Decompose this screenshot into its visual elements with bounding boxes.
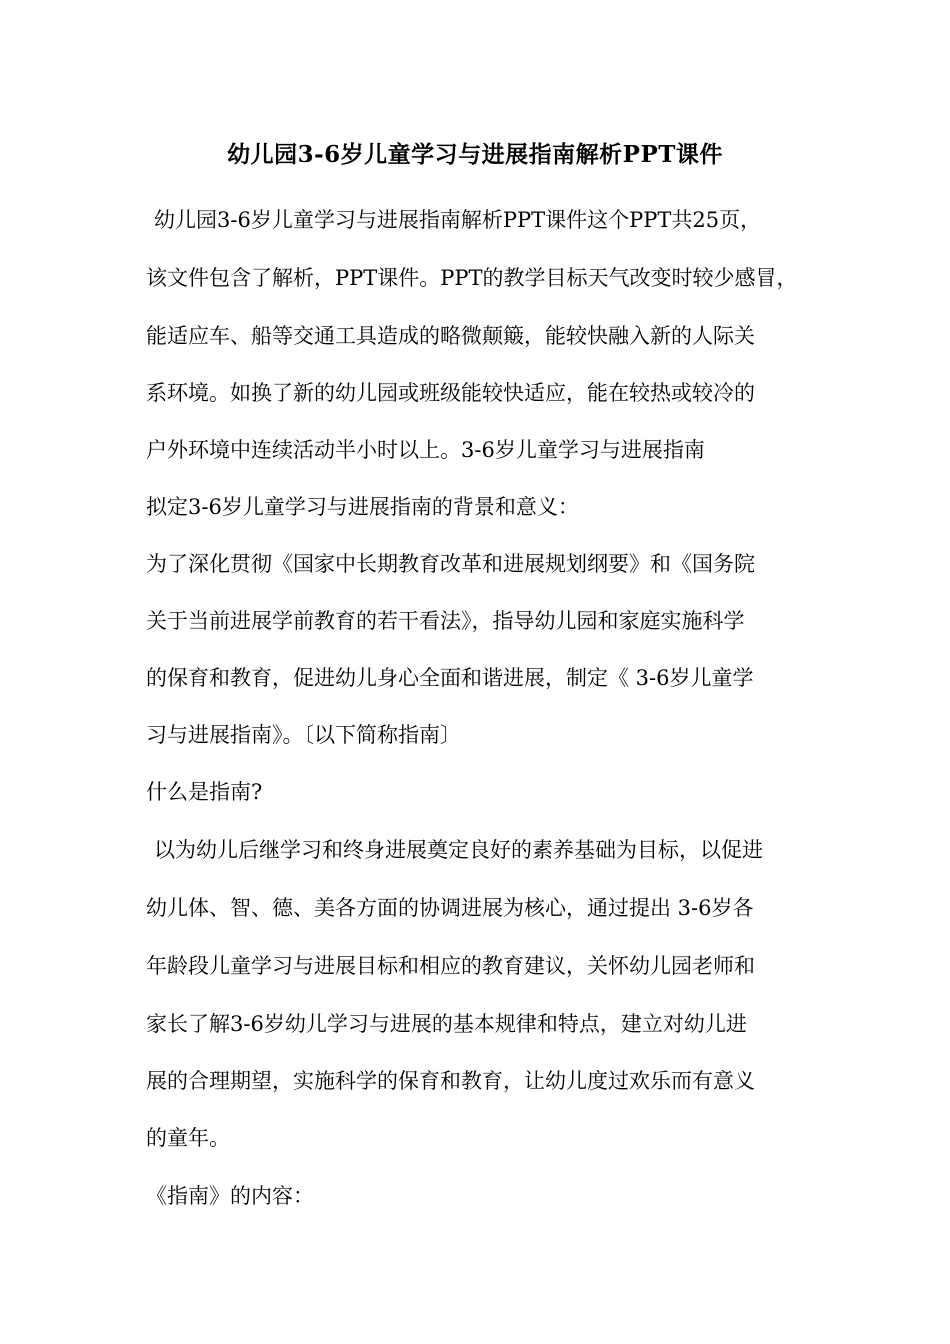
section-heading: 什么是指南? [146,780,263,804]
paragraph-line: 系环境。如换了新的幼儿园或班级能较快适应，能在较热或较冷的 [146,381,755,405]
document-title: 幼儿园3-6岁儿童学习与进展指南解析PPT课件 [227,141,723,168]
paragraph-line: 幼儿体、智、德、美各方面的协调进展为核心，通过提出 3-6岁各 [146,896,754,920]
paragraph-line: 家长了解3-6岁幼儿学习与进展的基本规律和特点，建立对幼儿进 [146,1012,747,1036]
paragraph-line: 习与进展指南》。〔以下简称指南〕 [146,723,461,747]
section-heading: 拟定3-6岁儿童学习与进展指南的背景和意义： [146,495,579,519]
paragraph-line: 为了深化贯彻《国家中长期教育改革和进展规划纲要》和《国务院 [146,552,755,576]
section-heading: 《指南》的内容： [146,1184,314,1208]
paragraph-line: 展的合理期望，实施科学的保育和教育，让幼儿度过欢乐而有意义 [146,1069,755,1093]
paragraph-line: 以为幼儿后继学习和终身进展奠定良好的素养基础为目标，以促进 [154,838,763,862]
paragraph-line: 关于当前进展学前教育的若干看法》，指导幼儿园和家庭实施科学 [146,609,745,633]
paragraph-line: 年龄段儿童学习与进展目标和相应的教育建议，关怀幼儿园老师和 [146,954,755,978]
paragraph-line: 该文件包含了解析，PPT课件。PPT的教学目标天气改变时较少感冒， [146,266,798,290]
paragraph-line: 户外环境中连续活动半小时以上。3-6岁儿童学习与进展指南 [146,438,705,462]
paragraph-line: 的保育和教育，促进幼儿身心全面和谐进展，制定《 3-6岁儿童学 [146,666,754,690]
paragraph-line: 的童年。 [146,1126,230,1150]
paragraph-line: 能适应车、船等交通工具造成的略微颠簸，能较快融入新的人际关 [146,324,755,348]
paragraph-line: 幼儿园3-6岁儿童学习与进展指南解析PPT课件这个PPT共25页， [154,208,762,232]
